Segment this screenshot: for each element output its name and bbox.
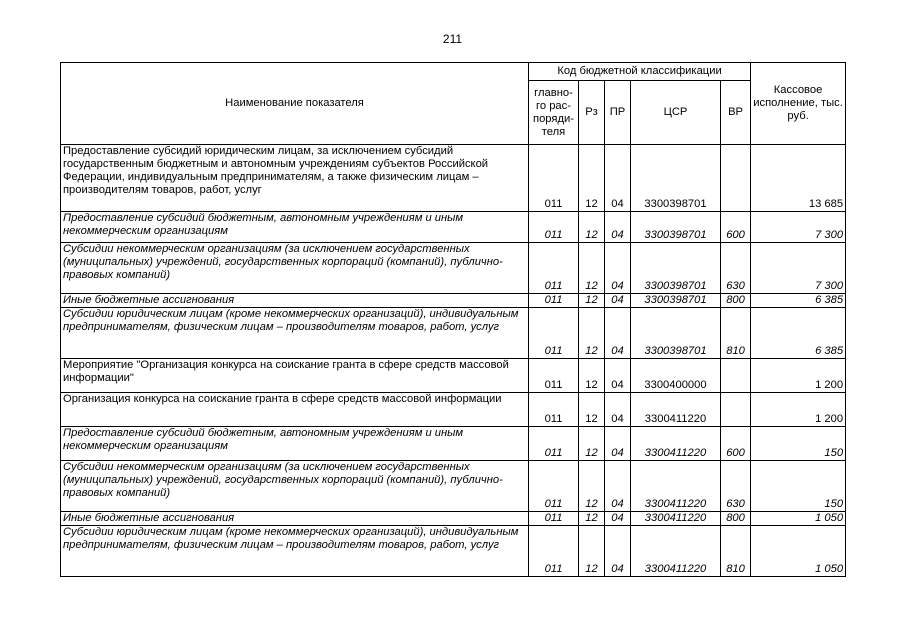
- row-pr: 04: [605, 461, 631, 512]
- row-gr: 011: [529, 359, 579, 393]
- table-row: [61, 308, 846, 359]
- row-vr: 810: [721, 526, 751, 577]
- row-gr: 011: [529, 427, 579, 461]
- row-vr: 600: [721, 427, 751, 461]
- header-name: Наименование показателя: [61, 63, 529, 145]
- row-name: Предоставление субсидий бюджетным, автономным учреждениям и иным некоммерческим организациям: [61, 427, 529, 461]
- row-amount: 7 300: [751, 212, 846, 243]
- row-gr: 011: [529, 393, 579, 427]
- table-row: [61, 145, 846, 212]
- row-csr: 3300398701: [631, 243, 721, 294]
- row-name: Иные бюджетные ассигнования: [61, 512, 529, 526]
- row-gr: 011: [529, 212, 579, 243]
- row-rz: 12: [579, 526, 605, 577]
- table-row: [61, 393, 846, 427]
- row-vr: 800: [721, 294, 751, 308]
- row-name: Субсидии некоммерческим организациям (за исключением государственных (муниципальных) учреждений, государственных корпораций (компаний), публично-правовых компаний): [61, 461, 529, 512]
- row-csr: 3300398701: [631, 308, 721, 359]
- row-pr: 04: [605, 243, 631, 294]
- row-vr: 810: [721, 308, 751, 359]
- row-rz: 12: [579, 145, 605, 212]
- header-rz: Рз: [579, 81, 605, 145]
- row-amount: 1 200: [751, 393, 846, 427]
- row-name: Субсидии некоммерческим организациям (за исключением государственных (муниципальных) учреждений, государственных корпораций (компаний), публично-правовых компаний): [61, 243, 529, 294]
- table-row: [61, 526, 846, 577]
- row-csr: 3300411220: [631, 512, 721, 526]
- row-vr: [721, 359, 751, 393]
- row-amount: 7 300: [751, 243, 846, 294]
- row-amount: 1 200: [751, 359, 846, 393]
- row-rz: 12: [579, 512, 605, 526]
- row-name: Предоставление субсидий бюджетным, автономным учреждениям и иным некоммерческим организациям: [61, 212, 529, 243]
- row-pr: 04: [605, 212, 631, 243]
- table-body: [61, 145, 846, 577]
- row-rz: 12: [579, 427, 605, 461]
- row-name: Мероприятие "Организация конкурса на соискание гранта в сфере средств массовой информации": [61, 359, 529, 393]
- row-pr: 04: [605, 427, 631, 461]
- header-code-group: Код бюджетной классификации: [529, 63, 751, 81]
- row-pr: 04: [605, 512, 631, 526]
- row-csr: 3300411220: [631, 427, 721, 461]
- row-csr: 3300398701: [631, 212, 721, 243]
- row-amount: 1 050: [751, 512, 846, 526]
- row-gr: 011: [529, 308, 579, 359]
- row-gr: 011: [529, 145, 579, 212]
- row-amount: 6 385: [751, 308, 846, 359]
- row-vr: [721, 145, 751, 212]
- row-rz: 12: [579, 359, 605, 393]
- row-rz: 12: [579, 308, 605, 359]
- row-vr: 800: [721, 512, 751, 526]
- row-name: Субсидии юридическим лицам (кроме некоммерческих организаций), индивидуальным предпринимателям, физическим лицам – производителям товаров, работ, услуг: [61, 308, 529, 359]
- row-rz: 12: [579, 393, 605, 427]
- row-pr: 04: [605, 145, 631, 212]
- row-name: Предоставление субсидий юридическим лицам, за исключением субсидий государственным бюджетным и автономным учреждениям субъектов Российской Федерации, индивидуальным предпринимателям, а также физическим лицам – производителям товаров, работ, услуг: [61, 145, 529, 212]
- row-gr: 011: [529, 294, 579, 308]
- row-rz: 12: [579, 243, 605, 294]
- budget-table: [60, 62, 846, 577]
- row-amount: 150: [751, 461, 846, 512]
- table-row: [61, 212, 846, 243]
- table-row: [61, 359, 846, 393]
- row-csr: 3300398701: [631, 294, 721, 308]
- row-vr: 630: [721, 461, 751, 512]
- row-rz: 12: [579, 461, 605, 512]
- header-gr: главно-го рас-поряди-теля: [529, 81, 579, 145]
- row-csr: 3300411220: [631, 461, 721, 512]
- row-amount: 150: [751, 427, 846, 461]
- row-csr: 3300411220: [631, 526, 721, 577]
- header-csr: ЦСР: [631, 81, 721, 145]
- table-row: [61, 461, 846, 512]
- row-csr: 3300411220: [631, 393, 721, 427]
- row-pr: 04: [605, 294, 631, 308]
- row-vr: 630: [721, 243, 751, 294]
- header-amount: Кассовое исполнение, тыс. руб.: [751, 63, 846, 145]
- row-amount: 1 050: [751, 526, 846, 577]
- row-rz: 12: [579, 294, 605, 308]
- table-row: [61, 512, 846, 526]
- header-vr: ВР: [721, 81, 751, 145]
- table-row: [61, 243, 846, 294]
- row-name: Организация конкурса на соискание гранта в сфере средств массовой информации: [61, 393, 529, 427]
- row-rz: 12: [579, 212, 605, 243]
- row-pr: 04: [605, 308, 631, 359]
- row-pr: 04: [605, 359, 631, 393]
- table-row: [61, 294, 846, 308]
- row-gr: 011: [529, 512, 579, 526]
- row-gr: 011: [529, 243, 579, 294]
- page-number: 211: [442, 32, 463, 46]
- row-amount: 13 685: [751, 145, 846, 212]
- header-pr: ПР: [605, 81, 631, 145]
- table-row: [61, 427, 846, 461]
- row-csr: 3300398701: [631, 145, 721, 212]
- row-gr: 011: [529, 461, 579, 512]
- row-pr: 04: [605, 526, 631, 577]
- row-amount: 6 385: [751, 294, 846, 308]
- row-name: Субсидии юридическим лицам (кроме некоммерческих организаций), индивидуальным предпринимателям, физическим лицам – производителям товаров, работ, услуг: [61, 526, 529, 577]
- row-vr: 600: [721, 212, 751, 243]
- row-gr: 011: [529, 526, 579, 577]
- row-pr: 04: [605, 393, 631, 427]
- row-name: Иные бюджетные ассигнования: [61, 294, 529, 308]
- row-vr: [721, 393, 751, 427]
- row-csr: 3300400000: [631, 359, 721, 393]
